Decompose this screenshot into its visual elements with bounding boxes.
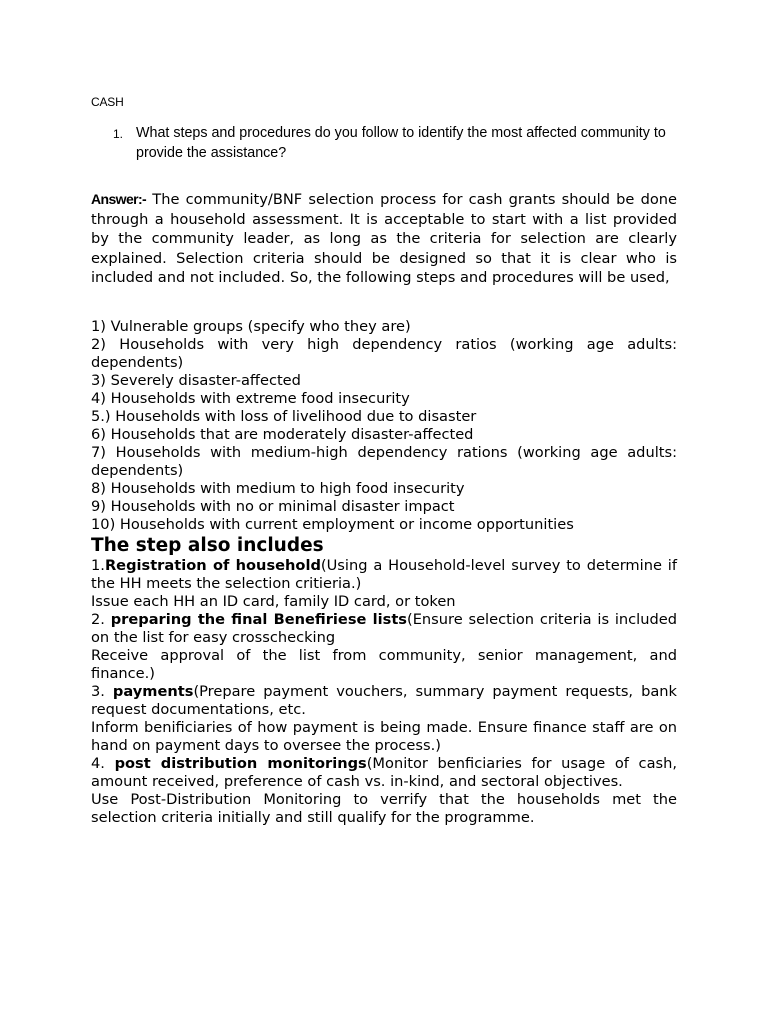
criteria-item: 1) Vulnerable groups (specify who they are) <box>91 318 411 335</box>
step-description: (Using a Household-level survey to determine if the HH meets the selection critieria.) <box>91 557 678 592</box>
step-item <box>91 611 677 683</box>
answer-label: Answer:- <box>91 191 147 207</box>
step-item <box>91 557 677 611</box>
step-main <box>91 683 677 719</box>
criteria-item: 4) Households with extreme food insecurity <box>91 390 410 407</box>
step-description: (Ensure selection criteria is included on the list for easy crosschecking <box>91 611 677 646</box>
steps-section <box>91 535 677 827</box>
criteria-item: 3) Severely disaster-affected <box>91 372 301 389</box>
steps-heading: The step also includes <box>91 535 324 556</box>
step-description: (Prepare payment vouchers, summary payment requests, bank request documentations, etc. <box>91 683 677 718</box>
criteria-item: 2) Households with very high dependency ratios (working age adults: dependents) <box>91 336 677 371</box>
document-page <box>91 0 677 1024</box>
step-extra: Inform benificiaries of how payment is being made. Ensure finance staff are on hand on payment days to oversee the process.) <box>91 719 677 754</box>
step-item <box>91 683 677 755</box>
section-heading: CASH <box>91 95 124 109</box>
step-number: 3. <box>91 683 113 700</box>
answer-paragraph <box>91 190 677 288</box>
step-extra: Use Post-Distribution Monitoring to verrify that the households met the selection criteria initially and still qualify for the programme. <box>91 791 677 826</box>
step-extra: Receive approval of the list from community, senior management, and finance.) <box>91 647 677 682</box>
question-number: 1. <box>113 127 124 141</box>
step-number: 2. <box>91 611 111 628</box>
question-text: What steps and procedures do you follow to identify the most affected community to provide the assistance? <box>136 125 666 161</box>
step-main <box>91 755 677 791</box>
step-title: payments <box>112 683 194 700</box>
criteria-item: 6) Households that are moderately disaster-affected <box>91 426 474 443</box>
step-extra: Issue each HH an ID card, family ID card, or token <box>91 593 456 610</box>
step-title: post distribution monitorings <box>114 755 367 772</box>
answer-text: The community/BNF selection process for cash grants should be done through a household assessment. It is acceptable to start with a list provided by the community leader, as long as the criteria for selection are clearly explained. Selection criteria should be designed so that it is clear who is included and not included. So, the following steps and procedures will be used, <box>91 191 677 287</box>
step-title: Registration of household <box>104 557 321 574</box>
step-main <box>91 611 677 647</box>
criteria-item: 8) Households with medium to high food insecurity <box>91 480 465 497</box>
criteria-item: 9) Households with no or minimal disaster impact <box>91 498 455 515</box>
step-item <box>91 755 677 827</box>
criteria-list <box>91 318 677 534</box>
step-number: 1. <box>91 557 105 574</box>
criteria-item: 10) Households with current employment or income opportunities <box>91 516 574 533</box>
step-description: (Monitor benficiaries for usage of cash, amount received, preference of cash vs. in-kind, and sectoral objectives. <box>91 755 677 790</box>
step-main <box>91 557 677 593</box>
step-title: preparing the final Benefiriese lists <box>110 611 407 628</box>
criteria-item: 5.) Households with loss of livelihood due to disaster <box>91 408 477 425</box>
criteria-item: 7) Households with medium-high dependency rations (working age adults: dependents) <box>91 444 677 479</box>
question <box>113 123 677 163</box>
step-number: 4. <box>91 755 115 772</box>
